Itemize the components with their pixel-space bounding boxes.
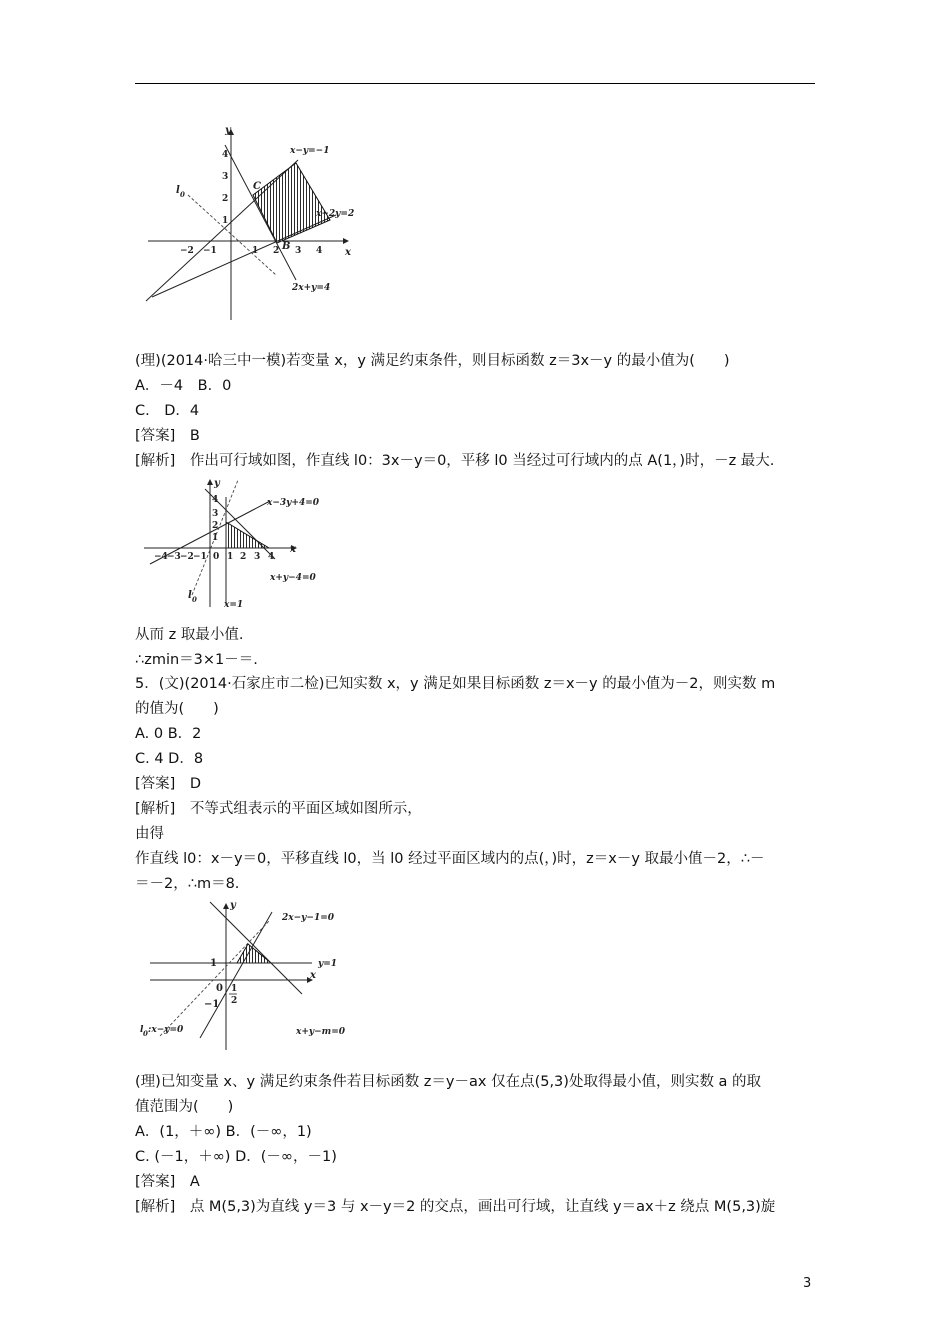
fig1-y-label: y: [225, 125, 231, 136]
fig3-l0-eq: :x−y=0: [148, 1025, 184, 1035]
fig1-line1-label: x−y=−1: [290, 146, 330, 156]
feasible-region: [253, 163, 330, 243]
text-line: (理)已知变量 x、y 满足约束条件若目标函数 z＝y－ax 仅在点(5,3)处取得最小值，则实数 a 的取: [135, 1074, 762, 1090]
fig1-l0-label: l: [176, 185, 180, 196]
text-line: A．(1，＋∞) B．(－∞，1): [135, 1124, 312, 1140]
fig3-l0-label: l: [140, 1025, 144, 1035]
fig1-line2-label: x−2y=2: [316, 209, 355, 219]
fig2-tick-x: 2: [240, 552, 247, 562]
fig1-tick-x: −2: [180, 246, 194, 256]
fig1-tick-x: 3: [295, 246, 302, 256]
figure-2-graph: [140, 477, 340, 612]
fig2-tick-x: 4: [268, 552, 275, 562]
fig2-tick-x: −2: [180, 552, 194, 562]
fig2-l0-sub: 0: [192, 595, 197, 604]
figure-3-graph: [140, 898, 370, 1058]
fig3-half-num: 1: [231, 984, 238, 994]
fig3-tick-1: 1: [210, 958, 217, 969]
feasible-region: [237, 944, 271, 963]
text-line: A. 0 B．2: [135, 726, 202, 742]
text-line: ＝－2，∴m＝8.: [135, 876, 240, 892]
fig2-y-label: y: [214, 478, 220, 489]
fig1-point-b: B: [282, 241, 291, 252]
fig2-tick-x: 1: [227, 552, 234, 562]
fig1-tick-x: 1: [252, 246, 259, 256]
fig2-tick-x: 3: [254, 552, 261, 562]
fig3-line2-label: y=1: [318, 959, 338, 969]
fig2-tick-y: 1: [212, 533, 219, 543]
text-line: 的值为( ): [135, 701, 219, 717]
text-line: (理)(2014·哈三中一模)若变量 x，y 满足约束条件，则目标函数 z＝3x－y 的最小值为( ): [135, 353, 730, 369]
text-line: 值范围为( ): [135, 1099, 234, 1115]
fig1-line3-label: 2x+y=4: [292, 283, 331, 293]
fig1-tick-x: −1: [203, 246, 217, 256]
text-line: A．－4 B．0: [135, 378, 232, 394]
fig2-l0-label: l: [188, 590, 192, 601]
fig2-line3-label: x=1: [224, 600, 244, 610]
text-line: 由得: [135, 826, 164, 842]
fig1-tick-x: 4: [316, 246, 323, 256]
text-line: ∴zmin＝3×1－＝.: [135, 652, 258, 668]
header-rule: [135, 83, 815, 84]
text-line: 从而 z 取最小值.: [135, 627, 244, 643]
fig2-tick-y: 2: [212, 521, 219, 531]
fig1-point-c: C: [253, 181, 261, 192]
fig1-l0-sub: 0: [180, 190, 185, 199]
page-number: 3: [803, 1276, 812, 1291]
fig1-tick-y: 1: [222, 216, 229, 226]
fig2-line2-label: x+y−4=0: [270, 573, 316, 583]
feasible-region: [226, 522, 269, 548]
fig3-line3-label: x+y−m=0: [296, 1027, 346, 1037]
fig3-tick-neg1: −1: [204, 999, 220, 1010]
fig2-line1-label: x−3y+4=0: [267, 498, 320, 508]
fig3-y-label: y: [230, 900, 236, 911]
fig1-x-label: x: [345, 247, 351, 258]
text-line: [解析] 不等式组表示的平面区域如图所示，: [135, 801, 422, 817]
text-line: [解析] 作出可行域如图，作直线 l0：3x－y＝0，平移 l0 当经过可行域内的点 A(1，)时，－z 最大.: [135, 453, 775, 469]
fig2-tick-y: 3: [212, 509, 219, 519]
fig2-tick-x: −4: [154, 552, 168, 562]
text-line: [答案] D: [135, 776, 201, 792]
fig3-line1-label: 2x−y−1=0: [282, 913, 335, 923]
fig1-tick-y: 4: [222, 150, 229, 160]
text-line: C. 4 D．8: [135, 751, 204, 767]
fig3-l0-sub: 0: [143, 1029, 148, 1038]
fig2-tick-y: 4: [212, 495, 219, 505]
fig2-tick-x: −1: [193, 552, 207, 562]
fig2-x-label: x: [290, 544, 296, 555]
text-line: [解析] 点 M(5,3)为直线 y＝3 与 x－y＝2 的交点，画出可行域，让直线 y＝ax＋z 绕点 M(5,3)旋: [135, 1199, 776, 1215]
text-line: 作直线 l0：x－y＝0，平移直线 l0，当 l0 经过平面区域内的点(，)时，z＝x－y 取最小值－2，∴－: [135, 851, 765, 867]
fig1-tick-x: 2: [273, 246, 280, 256]
fig2-tick-x: −3: [167, 552, 181, 562]
text-line: 5．(文)(2014·石家庄市二检)已知实数 x，y 满足如果目标函数 z＝x－y 的最小值为－2，则实数 m: [135, 676, 776, 692]
fig1-tick-y: 2: [222, 194, 229, 204]
fig3-x-label: x: [310, 970, 316, 981]
text-line: [答案] A: [135, 1174, 200, 1190]
fig3-origin: 0: [216, 983, 223, 994]
text-line: [答案] B: [135, 428, 200, 444]
fig2-tick-x: 0: [213, 552, 220, 562]
figure-1-graph: [140, 125, 360, 325]
text-line: C. D．4: [135, 403, 200, 419]
fig3-half-den: 2: [231, 996, 238, 1006]
text-line: C. (－1，＋∞) D．(－∞，－1): [135, 1149, 337, 1165]
fig1-tick-y: 3: [222, 172, 229, 182]
